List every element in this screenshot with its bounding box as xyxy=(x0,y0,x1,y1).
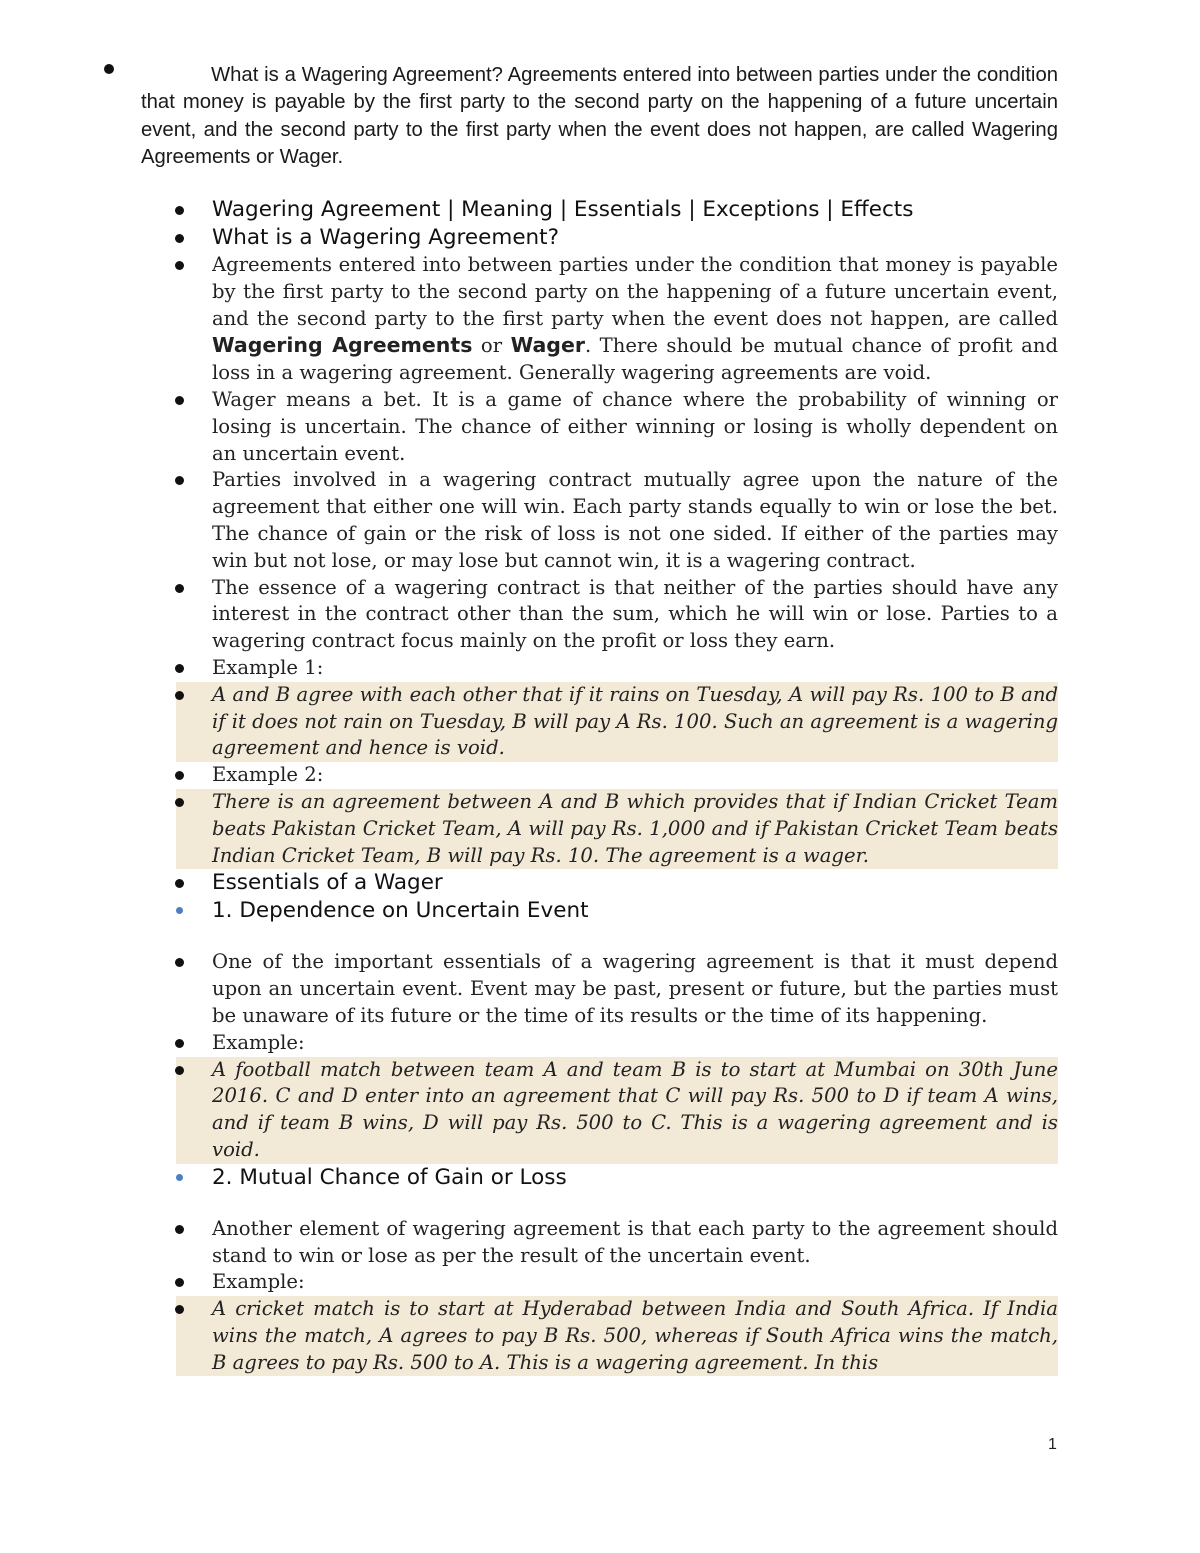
bullet-icon xyxy=(175,476,184,485)
essential2-heading: 2. Mutual Chance of Gain or Loss xyxy=(212,1164,567,1190)
definition-text: Agreements entered into between parties under the condition that money is payable by the first party to the second party on the happening of a future uncertain event, and the second party to the first party when the event does not happen, are called xyxy=(212,253,1058,330)
list-item xyxy=(212,897,1058,925)
bullet-icon xyxy=(175,584,184,593)
list-item xyxy=(212,869,1058,897)
bullet-icon xyxy=(175,396,184,405)
bullet-icon xyxy=(175,1039,184,1048)
bullet-icon xyxy=(176,1174,183,1181)
bullet-icon xyxy=(175,958,184,967)
essential1-heading: 1. Dependence on Uncertain Event xyxy=(212,898,589,924)
list-item xyxy=(212,575,1058,655)
essential1-example-label: Example: xyxy=(212,1030,305,1054)
list-item xyxy=(212,224,1058,252)
list-item xyxy=(176,1296,1058,1376)
essence-text: The essence of a wagering contract is that neither of the parties should have any interest in the contract other than the sum, which he will win or lose. Parties to a wagering contract focus mainly on the profit or loss they earn. xyxy=(212,575,1058,653)
wager-bet-text: Wager means a bet. It is a game of chance where the probability of winning or losing is uncertain. The chance of either winning or losing is wholly dependent on an uncertain event. xyxy=(212,387,1058,465)
intro-paragraph xyxy=(141,62,1058,172)
example2-text: There is an agreement between A and B which provides that if Indian Cricket Team beats Pakistan Cricket Team, A will pay Rs. 1,000 and if Pakistan Cricket Team beats Indian Cricket Team, B will pay Rs. 10. The agreement is a wager. xyxy=(212,789,1058,867)
list-item xyxy=(212,467,1058,574)
essentials-heading: Essentials of a Wager xyxy=(212,870,443,896)
bullet-icon xyxy=(175,879,184,888)
list-item xyxy=(212,252,1058,387)
example1-text: A and B agree with each other that if it rains on Tuesday, A will pay Rs. 100 to B and if it does not rain on Tuesday, B will pay A Rs. 100. Such an agreement is a wagering agreement and hence is void. xyxy=(212,682,1058,760)
essential1-example-text: A football match between team A and team B is to start at Mumbai on 30th June 2016. C and D enter into an agreement that C will pay Rs. 500 to D if team A wins, and if team B wins, D will pay Rs. 500 to C. This is a wagering agreement and is void. xyxy=(212,1057,1058,1161)
bullet-icon xyxy=(175,1278,184,1287)
page-number: 1 xyxy=(1048,1436,1057,1453)
bullet-icon xyxy=(175,206,184,215)
definition-or: or xyxy=(480,334,503,358)
bullet-icon xyxy=(175,798,184,807)
essential2-example-text: A cricket match is to start at Hyderabad between India and South Africa. If India wins the match, A agrees to pay B Rs. 500, whereas if South Africa wins the match, B agrees to pay Rs. 500 to A. This is a wagering agreement. In this xyxy=(212,1297,1058,1374)
list-item xyxy=(176,682,1058,762)
list-item xyxy=(212,1269,1058,1296)
list-item xyxy=(212,387,1058,467)
list-item xyxy=(212,1030,1058,1057)
bullet-icon xyxy=(175,1225,184,1234)
heading-main: Wagering Agreement | Meaning | Essentials | Exceptions | Effects xyxy=(212,197,914,222)
list-item xyxy=(212,1164,1058,1192)
example1-label: Example 1: xyxy=(212,655,324,679)
heading-what: What is a Wagering Agreement? xyxy=(212,225,560,250)
example2-label: Example 2: xyxy=(212,763,324,787)
bullet-icon xyxy=(176,907,183,914)
bullet-icon xyxy=(175,1066,184,1075)
intro-text: What is a Wagering Agreement? Agreements entered into between parties under the condition that money is payable by the first party to the second party on the happening of a future uncertain event, and the second party to the first party when the event does not happen, are called Wagering Agreements or Wager. xyxy=(141,64,1058,169)
essential2-example-label: Example: xyxy=(212,1270,305,1294)
essential2-text: Another element of wagering agreement is that each party to the agreement should stand to win or lose as per the result of the uncertain event. xyxy=(212,1216,1058,1267)
parties-text: Parties involved in a wagering contract mutually agree upon the nature of the agreement that either one will win. Each party stands equally to win or lose the bet. The chance of gain or the risk of loss is not one sided. If either of the parties may win but not lose, or may lose but cannot win, it is a wagering contract. xyxy=(212,468,1058,572)
essential1-text: One of the important essentials of a wagering agreement is that it must depend upon an uncertain event. Event may be past, present or future, but the parties must be unaware of its future or the time of its results or the time of its happening. xyxy=(212,950,1058,1027)
list-item xyxy=(212,762,1058,789)
bullet-icon xyxy=(104,64,114,74)
list-item xyxy=(176,1057,1058,1164)
bullet-icon xyxy=(175,771,184,780)
list-item xyxy=(212,196,1058,224)
bullet-icon xyxy=(175,261,184,270)
bullet-icon xyxy=(175,1305,184,1314)
definition-text-2: . There should be mutual chance of profit and loss in a wagering agreement. Generally wagering agreements are void. xyxy=(212,334,1058,385)
bullet-icon xyxy=(175,234,184,243)
bullet-icon xyxy=(175,664,184,673)
bullet-icon xyxy=(175,691,184,700)
term-wager: Wager xyxy=(510,333,585,358)
bullet-list xyxy=(212,196,1058,1376)
term-wagering-agreements: Wagering Agreements xyxy=(212,333,473,358)
list-item xyxy=(176,789,1058,869)
list-item xyxy=(212,949,1058,1029)
list-item xyxy=(212,1216,1058,1270)
list-item xyxy=(212,655,1058,682)
